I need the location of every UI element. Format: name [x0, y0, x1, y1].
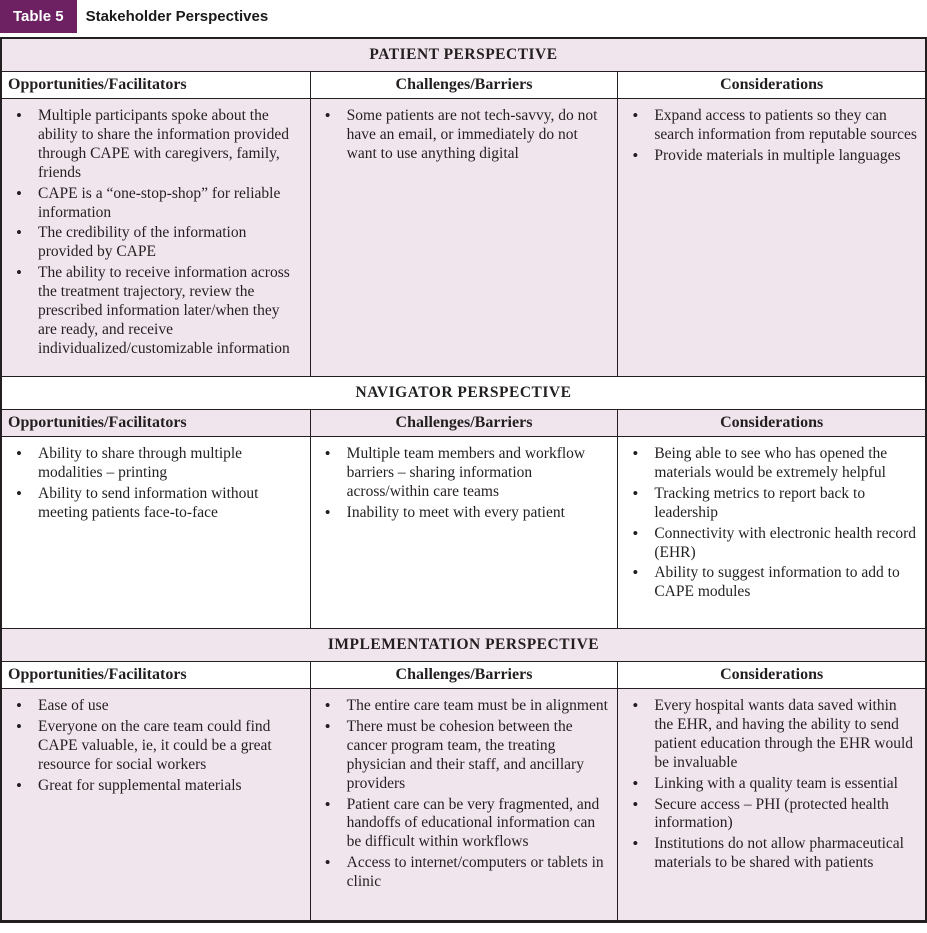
list-item: • The ability to receive information across the treatment trajectory, review the prescribed information later/when they are ready, and receive individualized/customizable information — [6, 264, 302, 359]
list-item: • Ease of use — [6, 697, 302, 716]
column-header-challenges: Challenges/Barriers — [310, 72, 618, 98]
column-header-opportunities: Opportunities/Facilitators — [8, 414, 187, 431]
list-item: • Ability to suggest information to add to CAPE modules — [622, 564, 917, 602]
column-header-row-navigator — [2, 409, 925, 436]
list-item: • The credibility of the information provided by CAPE — [6, 224, 302, 262]
table-title: Stakeholder Perspectives — [85, 8, 269, 25]
bullet-list — [315, 107, 610, 164]
table-title-bar — [0, 0, 927, 33]
section-body-navigator — [2, 436, 925, 628]
column-header-row-implementation — [2, 661, 925, 688]
column-header-considerations: Considerations — [617, 410, 925, 436]
cell-navigator-considerations — [617, 437, 925, 628]
list-item: • Inability to meet with every patient — [315, 504, 610, 523]
list-item: • Some patients are not tech-savvy, do not have an email, or immediately do not want to use anything digital — [315, 107, 610, 164]
bullet-list — [315, 697, 610, 892]
bullet-list — [6, 697, 302, 796]
list-item: • Patient care can be very fragmented, and handoffs of educational information can be difficult within workflows — [315, 796, 610, 853]
column-header-opportunities: Opportunities/Facilitators — [8, 666, 187, 683]
section-header-patient: PATIENT PERSPECTIVE — [2, 39, 925, 71]
list-item: • Access to internet/computers or tablets in clinic — [315, 854, 610, 892]
list-item: • CAPE is a “one-stop-shop” for reliable information — [6, 185, 302, 223]
list-item: • Great for supplemental materials — [6, 777, 302, 796]
list-item: • There must be cohesion between the cancer program team, the treating physician and their staff, and ancillary providers — [315, 718, 610, 794]
list-item: • Multiple team members and workflow barriers – sharing information across/within care teams — [315, 445, 610, 502]
bullet-list — [622, 107, 917, 166]
list-item: • Ability to share through multiple modalities – printing — [6, 445, 302, 483]
cell-implementation-opportunities — [2, 689, 310, 920]
list-item: • Everyone on the care team could find CAPE valuable, ie, it could be a great resource for social workers — [6, 718, 302, 775]
bullet-list — [622, 445, 917, 602]
cell-implementation-challenges — [310, 689, 618, 920]
list-item: • Being able to see who has opened the materials would be extremely helpful — [622, 445, 917, 483]
column-header-row-patient — [2, 71, 925, 98]
table-number-badge: Table 5 — [0, 0, 77, 33]
list-item: • Tracking metrics to report back to leadership — [622, 485, 917, 523]
list-item: • Multiple participants spoke about the ability to share the information provided through CAPE with caregivers, family, friends — [6, 107, 302, 183]
section-header-navigator: NAVIGATOR PERSPECTIVE — [2, 376, 925, 409]
column-header-opportunities: Opportunities/Facilitators — [8, 76, 187, 93]
list-item: • Secure access – PHI (protected health information) — [622, 796, 917, 834]
column-header-considerations: Considerations — [617, 662, 925, 688]
bullet-list — [6, 107, 302, 359]
bullet-list — [315, 445, 610, 523]
list-item: • The entire care team must be in alignment — [315, 697, 610, 716]
bullet-list — [622, 697, 917, 873]
stakeholder-table — [0, 37, 927, 923]
column-header-challenges: Challenges/Barriers — [310, 662, 618, 688]
list-item: • Provide materials in multiple languages — [622, 147, 917, 166]
cell-patient-challenges — [310, 99, 618, 376]
list-item: • Linking with a quality team is essential — [622, 775, 917, 794]
section-header-implementation: IMPLEMENTATION PERSPECTIVE — [2, 628, 925, 661]
list-item: • Expand access to patients so they can search information from reputable sources — [622, 107, 917, 145]
cell-navigator-opportunities — [2, 437, 310, 628]
list-item: • Ability to send information without meeting patients face-to-face — [6, 485, 302, 523]
column-header-considerations: Considerations — [617, 72, 925, 98]
section-body-patient — [2, 98, 925, 376]
list-item: • Every hospital wants data saved within the EHR, and having the ability to send patient education through the EHR would be invaluable — [622, 697, 917, 773]
column-header-challenges: Challenges/Barriers — [310, 410, 618, 436]
bullet-list — [6, 445, 302, 523]
cell-navigator-challenges — [310, 437, 618, 628]
cell-patient-considerations — [617, 99, 925, 376]
list-item: • Connectivity with electronic health record (EHR) — [622, 525, 917, 563]
cell-patient-opportunities — [2, 99, 310, 376]
list-item: • Institutions do not allow pharmaceutical materials to be shared with patients — [622, 835, 917, 873]
section-body-implementation — [2, 688, 925, 920]
cell-implementation-considerations — [617, 689, 925, 920]
